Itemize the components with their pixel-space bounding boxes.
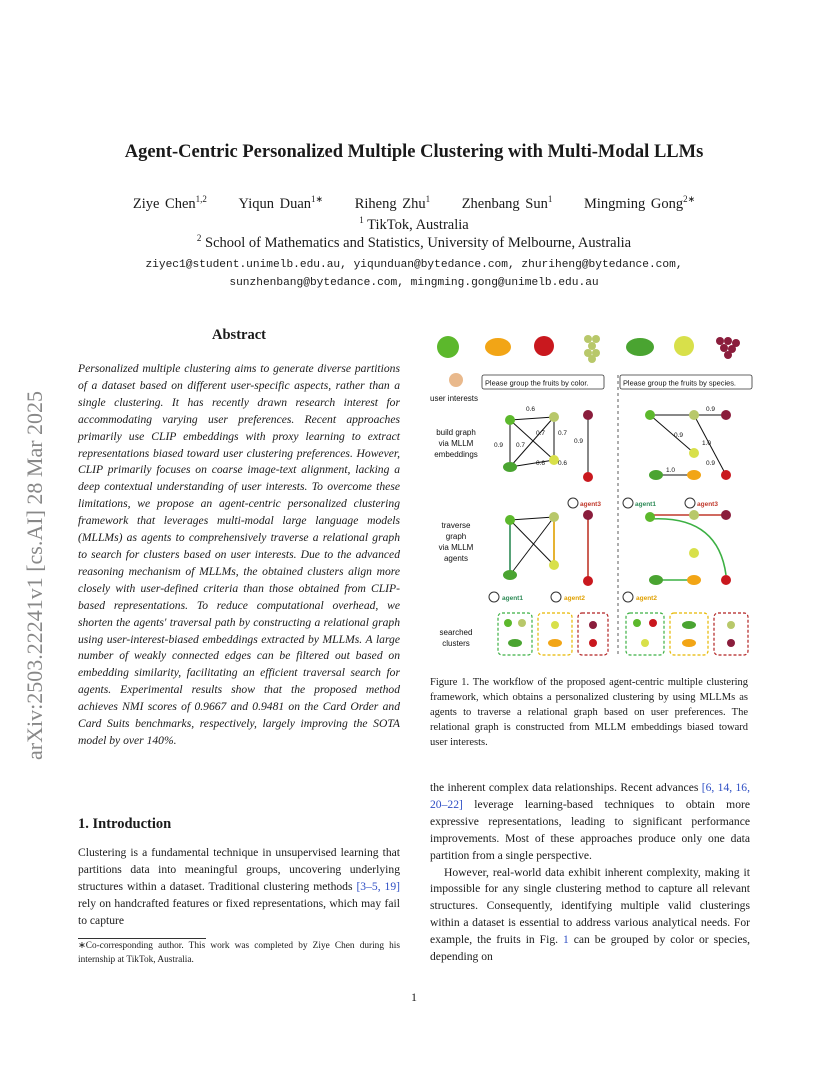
- red-grapes-icon: [716, 337, 740, 359]
- svg-text:graph: graph: [445, 532, 467, 541]
- svg-text:clusters: clusters: [442, 639, 470, 648]
- node-yellow-apple: [689, 448, 699, 458]
- abstract-heading: Abstract: [212, 327, 266, 343]
- author: Yiqun Duan$^{1∗}$: [238, 194, 324, 212]
- paper-title: Agent-Centric Personalized Multiple Clustering with Multi-Modal LLMs: [124, 142, 704, 162]
- green-apple-icon: [437, 336, 459, 358]
- svg-text:build graph: build graph: [436, 428, 476, 437]
- intro-continued: [430, 780, 750, 966]
- footnote: ∗Co-corresponding author. This work was completed by Ziye Chen during his internship at TikTok, Australia.: [78, 941, 400, 965]
- prompt-right: Please group the fruits by species.: [623, 378, 736, 388]
- row-label-traverse: [439, 521, 474, 563]
- figure-link[interactable]: 1: [563, 933, 569, 947]
- fruit-row: [437, 335, 740, 363]
- node-green-banana: [503, 462, 517, 472]
- row-label-build-graph: [434, 428, 478, 459]
- author-list: [0, 194, 828, 213]
- traverse-graph-left: [510, 517, 588, 580]
- svg-text:agents: agents: [443, 554, 469, 563]
- figure-1: [428, 325, 758, 665]
- arxiv-side-label: [12, 290, 52, 760]
- svg-text:0.6: 0.6: [558, 460, 568, 467]
- node-red-apple: [721, 470, 731, 480]
- node-green-grapes: [689, 410, 699, 420]
- row-label-searched-clusters: [440, 628, 473, 648]
- section-heading: 1. Introduction: [78, 816, 172, 832]
- affiliation-2: $^2$ School of Mathematics and Statistics, University of Melbourne, Australia: [196, 233, 632, 251]
- svg-text:agent3: agent3: [580, 501, 601, 508]
- svg-text:0.9: 0.9: [674, 432, 684, 439]
- yellow-apple-icon: [674, 336, 694, 356]
- svg-text:0.6: 0.6: [536, 460, 546, 467]
- citation-link[interactable]: [3–5, 19]: [356, 879, 400, 893]
- svg-text:agent1: agent1: [635, 501, 656, 508]
- svg-text:0.9: 0.9: [574, 438, 584, 445]
- arxiv-side-text: arXiv:2503.22241v1 [cs.AI] 28 Mar 2025: [22, 390, 47, 760]
- svg-text:0.6: 0.6: [526, 406, 536, 413]
- svg-text:0.7: 0.7: [536, 430, 546, 437]
- svg-text:0.9: 0.9: [706, 460, 716, 467]
- svg-text:agent2: agent2: [564, 595, 585, 602]
- node-red-grapes: [721, 410, 731, 420]
- author: Zhenbang Sun$^1$: [461, 194, 553, 212]
- node-green-apple: [505, 415, 515, 425]
- paragraph: However, real-world data exhibit inherent complexity, making it impossible for any single clustering method to capture all relevant structures. Consequently, identifying multiple valid clusterings within a dataset is essential to address various analytical needs. For example, the fruits in Fig. 1 can be grouped by color or species, depending on: [430, 865, 750, 964]
- footnote-rule: [78, 938, 206, 939]
- orange-banana-icon: [485, 338, 511, 356]
- paragraph: the inherent complex data relationships. Recent advances [6, 14, 16, 20–22] leverage learning-based techniques to obtain more expressive representations, leading to significant performance improvements. Most of these approaches produce only one data partition from a single perspective.: [430, 781, 750, 862]
- user-avatar-icon: [449, 373, 463, 387]
- svg-text:agent1: agent1: [502, 595, 523, 602]
- svg-text:searched: searched: [439, 628, 473, 637]
- node-green-apple: [645, 410, 655, 420]
- svg-text:0.9: 0.9: [706, 406, 716, 413]
- traverse-graph-right: [650, 515, 726, 580]
- svg-text:agent2: agent2: [636, 595, 657, 602]
- citation-link[interactable]: [6, 14, 16, 20–22]: [430, 781, 750, 811]
- svg-text:0.9: 0.9: [494, 442, 504, 449]
- svg-text:1.0: 1.0: [666, 467, 676, 474]
- agent-row-bottom: [489, 592, 657, 602]
- svg-text:agent3: agent3: [697, 501, 718, 508]
- green-banana-icon: [626, 338, 654, 356]
- intro-paragraph: Clustering is a fundamental technique in unsupervised learning that partitions data into meaningful groups, uncovering underlying structures within a dataset. Traditional clustering methods [3–5, 19] rely on handcrafted features or fixed representations, which may fail to capture: [78, 846, 400, 927]
- author-emails: [0, 256, 828, 292]
- emails-line: ziyec1@student.unimelb.edu.au, yiqunduan@bytedance.com, zhuriheng@bytedance.com,: [145, 259, 683, 271]
- page-number: 1: [411, 990, 417, 1004]
- cluster-fruits: [504, 619, 735, 647]
- svg-text:via MLLM: via MLLM: [438, 439, 474, 448]
- author: Mingming Gong$^{2∗}$: [584, 194, 696, 212]
- green-grapes-icon: [584, 335, 600, 363]
- edge-weights-left: [494, 406, 583, 467]
- node-orange-banana: [687, 470, 701, 480]
- svg-text:traverse: traverse: [441, 521, 471, 530]
- svg-text:1.0: 1.0: [702, 440, 712, 447]
- svg-text:via MLLM: via MLLM: [438, 543, 474, 552]
- author: Ziye Chen$^{1,2}$: [132, 194, 207, 212]
- agent-row-top: [568, 498, 718, 508]
- author: Riheng Zhu$^1$: [354, 194, 431, 212]
- figure-caption: Figure 1. The workflow of the proposed agent-centric multiple clustering framework, which obtains a personalized clustering by using MLLMs as agents to traverse a relational graph based on user preferences. The relational graph is constructed from MLLM embeddings biased toward user interests.: [430, 677, 748, 748]
- node-red-apple: [583, 472, 593, 482]
- svg-text:0.7: 0.7: [516, 442, 526, 449]
- node-red-grapes: [583, 410, 593, 420]
- red-apple-icon: [534, 336, 554, 356]
- affiliation-1: $^1$ TikTok, Australia: [359, 215, 469, 233]
- svg-text:0.7: 0.7: [558, 430, 568, 437]
- node-green-banana: [649, 470, 663, 480]
- svg-text:embeddings: embeddings: [434, 450, 478, 459]
- node-green-grapes: [549, 412, 559, 422]
- abstract-text: Personalized multiple clustering aims to generate diverse partitions of a dataset based on different user-specific aspects, rather than a single clustering. It has recently drawn research interest for accommodating varying user preferences. Recent approaches primarily use CLIP embeddings with proxy learning to extract representations biased toward user clustering preferences. However, CLIP primarily focuses on coarse image-text alignment, lacking a deep contextual understanding of user interests. To overcome these limitations, we propose an agent-centric personalized clustering framework that leverages multi-modal large language models (MLLMs) as agents to comprehensively traverse a relational graph to search for clusters based on user interests. Due to the advanced reasoning mechanism of MLLMs, the obtained clusters align more closely with user-defined criteria than those obtained from CLIP-based representations. To reduce computational overhead, we shorten the agents' traversal path by constructing a relational graph using user-interest-biased embeddings extracted by MLLMs. A large number of weakly connected edges can be filtered out based on embedding similarity, facilitating an efficient traversal search for agents. Experimental results show that the proposed method achieves NMI scores of 0.9667 and 0.9481 on the Card Order and Card Suits benchmarks, respectively, largely improving the SOTA model by over 140%.: [78, 362, 400, 747]
- cluster-boxes: [498, 613, 748, 655]
- emails-line: sunzhenbang@bytedance.com, mingming.gong@unimelb.edu.au: [229, 277, 599, 289]
- row-label-user-interests: user interests: [430, 394, 479, 403]
- prompt-left: Please group the fruits by color.: [485, 378, 589, 388]
